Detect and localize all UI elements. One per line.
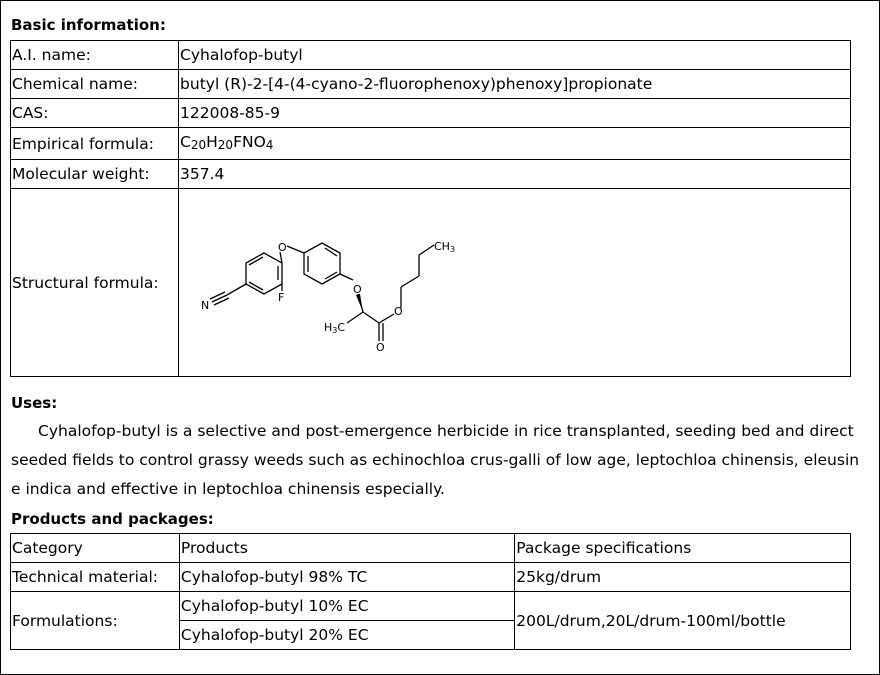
products-heading: Products and packages: <box>11 510 214 528</box>
methyl-label <box>434 240 455 254</box>
basic-info-table <box>10 40 851 377</box>
cas-label: CAS: <box>11 99 179 128</box>
formula-c: C <box>180 133 191 151</box>
uses-text: Cyhalofop-butyl is a selective and post-emergence herbicide in rice transplanted, seeding bed and direct seeded fields to control grassy weeds such as echinochloa crus-galli of low age, leptochloa chinensis, eleusine indica and effective in leptochloa chinensis especially. <box>11 422 860 498</box>
formula-h-count: 20 <box>217 138 234 152</box>
header-category: Category <box>11 534 180 563</box>
empirical-formula-value <box>179 128 851 160</box>
atom-fluorine: F <box>278 290 285 304</box>
ch3-letters: CH <box>434 239 450 253</box>
ring-a <box>246 253 282 294</box>
product-formulation-10: Cyhalofop-butyl 10% EC <box>179 592 514 621</box>
cas-value: 122008-85-9 <box>179 99 851 128</box>
uses-paragraph <box>11 417 866 504</box>
formula-o-count: 4 <box>265 138 274 152</box>
atom-oxygen-carbonyl: O <box>376 340 385 354</box>
atom-nitrogen: N <box>201 298 210 312</box>
product-technical: Cyhalofop-butyl 98% TC <box>179 563 514 592</box>
atom-oxygen-ether-2: O <box>353 282 362 296</box>
table-row <box>11 592 851 621</box>
atom-oxygen-ether: O <box>278 240 287 254</box>
structure-bonds <box>210 240 434 341</box>
h3c-label <box>324 321 345 335</box>
h3c-count: 3 <box>332 325 338 335</box>
structural-formula-cell <box>179 189 851 377</box>
products-table <box>10 533 851 650</box>
empirical-formula-label: Empirical formula: <box>11 128 179 160</box>
package-technical: 25kg/drum <box>515 563 851 592</box>
ch3-count: 3 <box>449 244 456 254</box>
table-row <box>11 128 851 160</box>
header-products: Products <box>179 534 514 563</box>
table-row <box>11 99 851 128</box>
formula-c-count: 20 <box>190 138 207 152</box>
chemical-name-value: butyl (R)-2-[4-(4-cyano-2-fluorophenoxy)phenoxy]propionate <box>179 70 851 99</box>
table-row <box>11 70 851 99</box>
formula-h: H <box>206 133 218 151</box>
structure-diagram <box>179 190 849 376</box>
table-row <box>11 160 851 189</box>
package-formulations: 200L/drum,20L/drum-100ml/bottle <box>515 592 851 650</box>
header-package: Package specifications <box>515 534 851 563</box>
table-row <box>11 41 851 70</box>
category-technical: Technical material: <box>11 563 180 592</box>
table-row <box>11 189 851 377</box>
ring-b <box>304 243 340 284</box>
basic-info-heading: Basic information: <box>11 16 166 34</box>
product-formulation-20: Cyhalofop-butyl 20% EC <box>179 621 514 650</box>
table-row <box>11 563 851 592</box>
uses-heading: Uses: <box>11 394 58 412</box>
chemical-name-label: Chemical name: <box>11 70 179 99</box>
h3c-h: H <box>324 320 333 334</box>
h3c-c: C <box>337 320 346 334</box>
structural-formula-label: Structural formula: <box>11 189 179 377</box>
atom-oxygen-ester: O <box>394 304 403 318</box>
table-header-row <box>11 534 851 563</box>
ai-name-value: Cyhalofop-butyl <box>179 41 851 70</box>
molecular-weight-value: 357.4 <box>179 160 851 189</box>
formula-rest: FNO <box>233 133 266 151</box>
ai-name-label: A.I. name: <box>11 41 179 70</box>
category-formulations: Formulations: <box>11 592 180 650</box>
stereo-wedge <box>356 294 363 312</box>
molecular-weight-label: Molecular weight: <box>11 160 179 189</box>
